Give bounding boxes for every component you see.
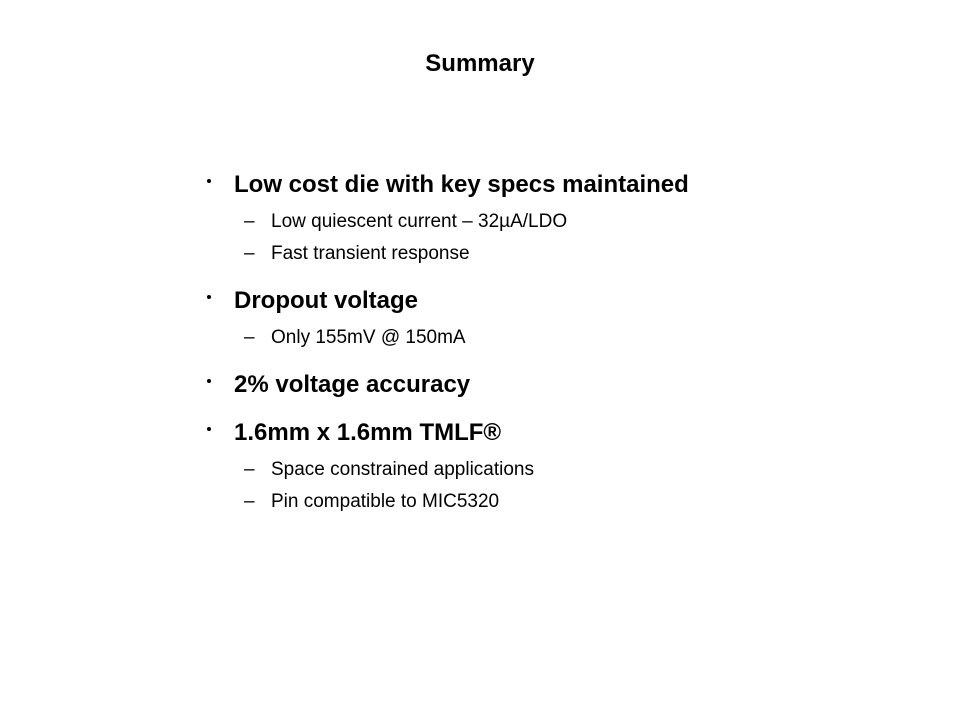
sub-item [207,238,907,270]
sub-item-text: Space constrained applications [271,459,535,480]
bullet-text: 2% voltage accuracy [234,371,471,398]
sub-item [207,486,907,518]
sub-item-text: Pin compatible to MIC5320 [271,491,500,512]
sub-item-text: Only 155mV @ 150mA [271,327,466,348]
bullet-text: Dropout voltage [234,287,418,314]
sub-list [234,454,907,518]
bullet-text: Low cost die with key specs maintained [234,171,689,198]
sub-list [234,206,907,270]
bullet-item [207,168,907,270]
sub-list [234,322,907,354]
sub-item [207,454,907,486]
bullet-item [207,416,907,518]
dash-icon: – [244,459,255,480]
bullet-list [207,168,907,532]
bullet-dot-icon [207,427,211,431]
dash-icon: – [244,243,255,264]
dash-icon: – [244,211,255,232]
sub-item-text: Fast transient response [271,243,470,264]
slide-title: Summary [425,50,535,77]
sub-item [207,322,907,354]
bullet-dot-icon [207,295,211,299]
sub-item-text: Low quiescent current – 32µA/LDO [271,211,568,232]
bullet-dot-icon [207,379,211,383]
bullet-dot-icon [207,179,211,183]
bullet-item [207,284,907,354]
bullet-item [207,368,907,402]
bullet-text: 1.6mm x 1.6mm TMLF® [234,419,502,446]
dash-icon: – [244,491,255,512]
dash-icon: – [244,327,255,348]
sub-item [207,206,907,238]
